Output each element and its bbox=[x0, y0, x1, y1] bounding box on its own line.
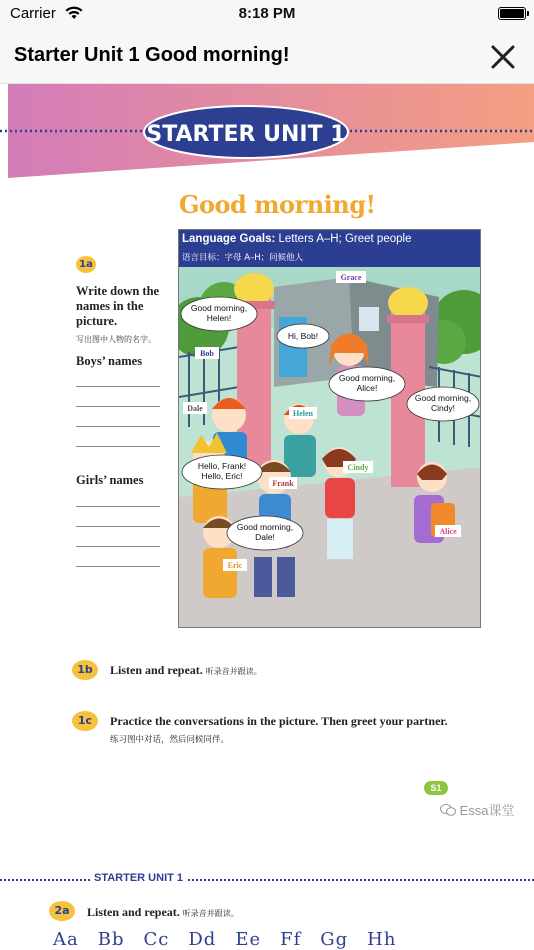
textbook-page bbox=[0, 84, 534, 950]
name-tag bbox=[195, 347, 219, 359]
speech-bubble bbox=[277, 324, 329, 348]
letter-pair: Bb bbox=[97, 929, 125, 950]
letter-row bbox=[53, 929, 415, 950]
illustration bbox=[178, 229, 481, 628]
page-title: Starter Unit 1 Good morning! bbox=[14, 44, 290, 66]
school-scene bbox=[179, 267, 481, 628]
answer-line bbox=[76, 566, 160, 567]
page-number: S1 bbox=[424, 781, 448, 795]
svg-text:Good morning,: Good morning, bbox=[414, 393, 472, 403]
next-page-header: STARTER UNIT 1 bbox=[90, 872, 187, 884]
answer-line bbox=[76, 546, 160, 547]
language-goals-prefix: Language Goals: bbox=[182, 233, 276, 245]
svg-text:Hello, Eric!: Hello, Eric! bbox=[201, 471, 243, 481]
speech-bubble bbox=[182, 455, 262, 489]
svg-text:Good morning,: Good morning, bbox=[236, 522, 294, 532]
wechat-icon bbox=[440, 804, 456, 816]
exercise-2a-text-en: Listen and repeat. bbox=[87, 905, 180, 919]
letter-pair: Hh bbox=[367, 929, 397, 950]
exercise-badge-2a: 2a bbox=[49, 901, 75, 921]
name-tag bbox=[223, 559, 247, 571]
carrier-label: Carrier bbox=[10, 5, 56, 22]
exercise-badge-1c: 1c bbox=[72, 711, 98, 731]
watermark-text: Essa课堂 bbox=[459, 803, 515, 818]
svg-text:Dale: Dale bbox=[187, 404, 203, 413]
answer-line bbox=[76, 406, 160, 407]
language-goals-bar bbox=[179, 230, 481, 267]
answer-line bbox=[76, 526, 160, 527]
language-goals bbox=[182, 233, 411, 245]
exercise-1c-text-cn: 练习图中对话，然后问候同伴。 bbox=[110, 735, 230, 745]
letter-pair: Cc bbox=[143, 929, 170, 950]
answer-line bbox=[76, 386, 160, 387]
close-icon bbox=[488, 42, 518, 72]
lesson-title: Good morning! bbox=[179, 190, 376, 219]
svg-text:Dale!: Dale! bbox=[255, 532, 275, 542]
girls-names-label: Girls’ names bbox=[76, 473, 144, 487]
speech-bubble bbox=[329, 367, 405, 401]
status-bar bbox=[0, 0, 534, 28]
exercise-1c-text: Practice the conversations in the picture. Then greet your partner. bbox=[110, 714, 448, 728]
name-tag bbox=[343, 461, 373, 473]
letter-pair: Dd bbox=[188, 929, 217, 950]
svg-text:Cindy: Cindy bbox=[347, 463, 369, 472]
name-tag bbox=[269, 477, 297, 489]
svg-text:Helen: Helen bbox=[293, 409, 313, 418]
svg-text:Alice: Alice bbox=[439, 527, 457, 536]
svg-text:Grace: Grace bbox=[340, 273, 362, 282]
exercise-2a-text bbox=[87, 905, 239, 920]
answer-line bbox=[76, 426, 160, 427]
svg-text:Good morning,: Good morning, bbox=[190, 303, 248, 313]
svg-text:Bob: Bob bbox=[200, 349, 214, 358]
exercise-2a-text-cn: 听录音并跟读。 bbox=[182, 909, 239, 918]
exercise-1b-text bbox=[110, 663, 262, 678]
boys-names-label: Boys’ names bbox=[76, 354, 143, 368]
unit-banner bbox=[0, 84, 534, 184]
svg-text:Cindy!: Cindy! bbox=[430, 403, 456, 413]
letter-pair: Aa bbox=[53, 929, 79, 950]
svg-text:Hello, Frank!: Hello, Frank! bbox=[197, 461, 247, 471]
language-goals-cn: 语言目标：字母 A–H；问候他人 bbox=[182, 253, 304, 263]
nav-bar bbox=[0, 28, 534, 84]
svg-text:Hi, Bob!: Hi, Bob! bbox=[287, 331, 319, 341]
letter-pair: Ee bbox=[235, 929, 262, 950]
speech-bubble bbox=[407, 387, 479, 421]
letter-pair: Gg bbox=[320, 929, 349, 950]
answer-line bbox=[76, 506, 160, 507]
svg-text:Helen!: Helen! bbox=[206, 313, 232, 323]
exercise-1a-instruction: Write down the names in the picture. bbox=[76, 284, 160, 328]
exercise-1b-text-en: Listen and repeat. bbox=[110, 663, 203, 677]
language-goals-text: Letters A–H; Greet people bbox=[278, 233, 412, 245]
svg-text:Alice!: Alice! bbox=[356, 383, 378, 393]
speech-bubble bbox=[181, 297, 257, 331]
close-button[interactable] bbox=[488, 42, 518, 72]
watermark bbox=[440, 800, 515, 819]
unit-label: STARTER UNIT 1 bbox=[146, 122, 346, 147]
letter-pair: Ff bbox=[280, 929, 302, 950]
answer-line bbox=[76, 446, 160, 447]
exercise-1b-text-cn: 听录音并跟读。 bbox=[205, 667, 262, 676]
svg-text:Frank: Frank bbox=[272, 479, 294, 488]
name-tag bbox=[435, 525, 461, 537]
exercise-1a-instruction-cn: 写出图中人物的名字。 bbox=[76, 335, 156, 344]
name-tag bbox=[183, 402, 207, 414]
name-tag bbox=[336, 271, 366, 283]
svg-text:Good morning,: Good morning, bbox=[338, 373, 396, 383]
battery-icon bbox=[498, 7, 526, 20]
name-tag bbox=[289, 407, 317, 419]
svg-text:Eric: Eric bbox=[227, 561, 243, 570]
clock: 8:18 PM bbox=[238, 5, 296, 22]
exercise-badge-1b: 1b bbox=[72, 660, 98, 680]
speech-bubble bbox=[227, 516, 303, 550]
exercise-badge-1a: 1a bbox=[76, 256, 96, 273]
divider bbox=[0, 879, 534, 881]
